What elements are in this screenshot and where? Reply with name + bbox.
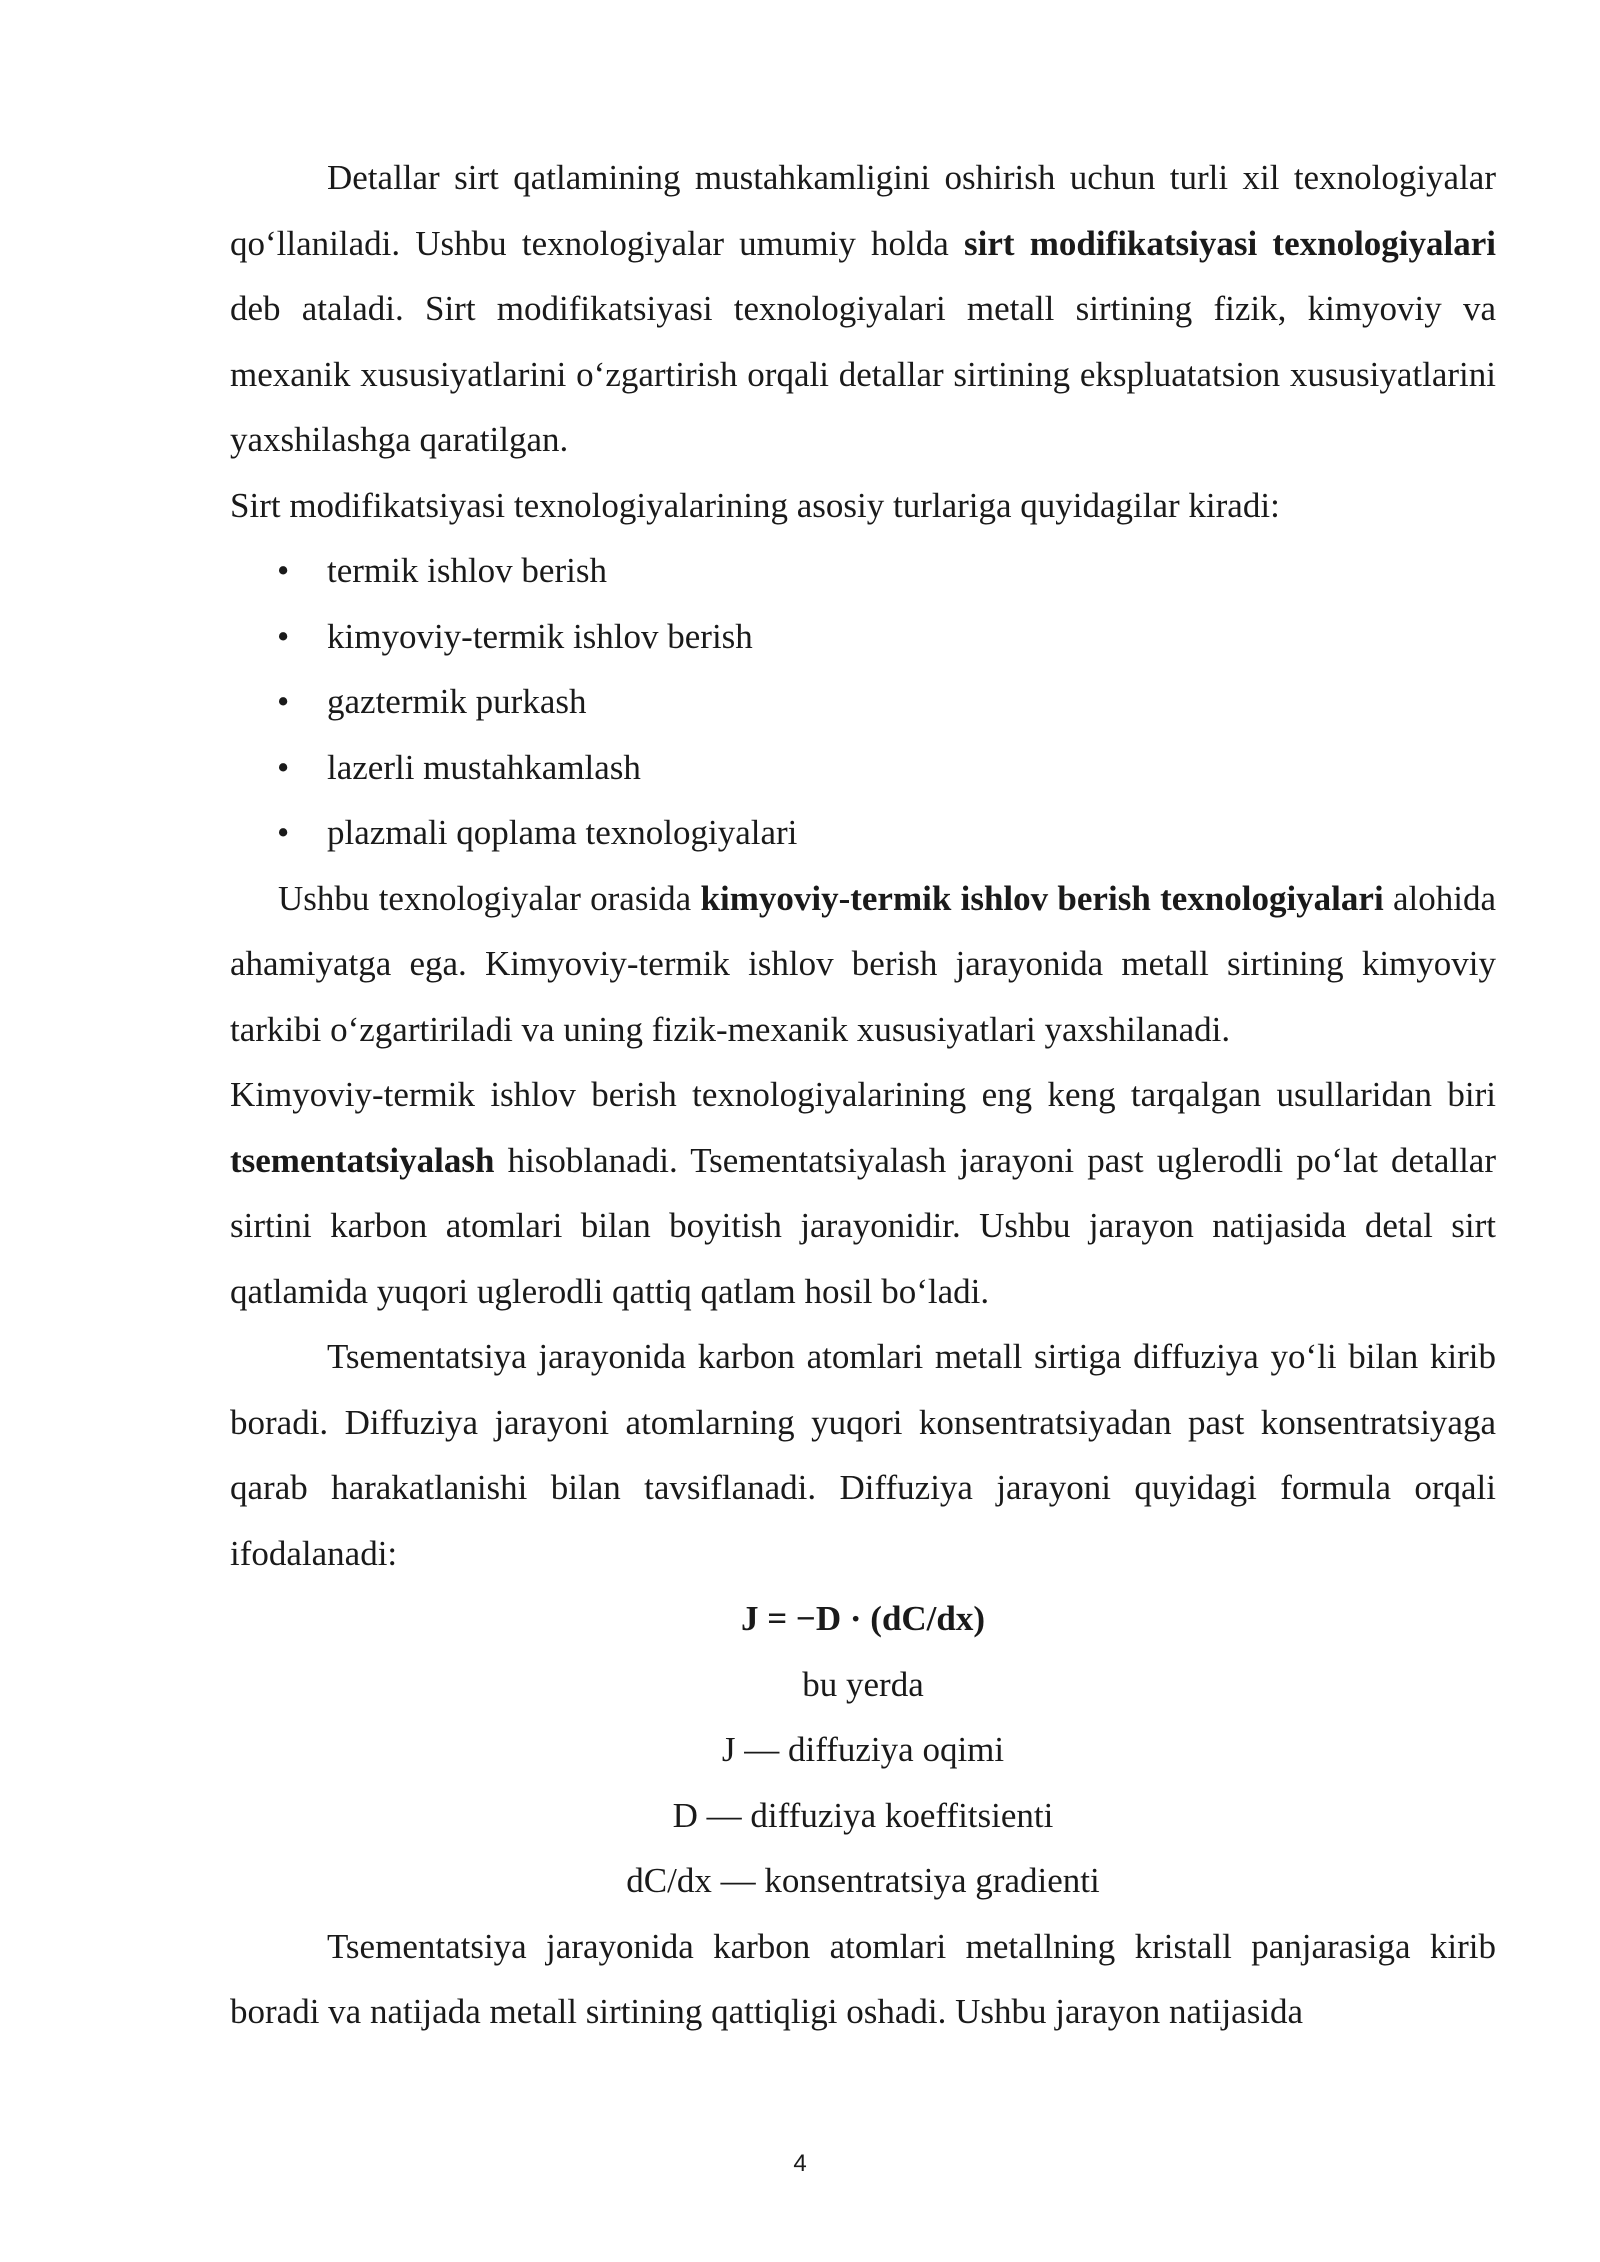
paragraph-intro: [230, 145, 1496, 473]
paragraph-list-intro: Sirt modifikatsiyasi texnologiyalarining asosiy turlariga quyidagilar kiradi:: [230, 485, 1280, 525]
paragraph-cementation-bold-term: tsementatsiyalash: [230, 1140, 495, 1180]
paragraph-intro-bold-term: sirt modifikatsiyasi texnologiyalari: [963, 223, 1496, 263]
paragraph-crystal-lattice: Tsementatsiya jarayonida karbon atomlari metallning kristall panjarasiga kirib boradi va natijada metall sirtining qattiqligi oshadi. Ushbu jarayon natijasida: [230, 1926, 1496, 2031]
paragraph-cementation: [230, 1062, 1496, 1324]
paragraph-intro-text-1: Detallar sirt qatlamining mustahkamligini oshirish uchun turli xil texnologiyalar qo‘llaniladi. Ushbu texnologiyalar umumiy holda: [230, 158, 1496, 263]
formula-definition: D — diffuziya koeffitsienti: [672, 1795, 1054, 1835]
paragraph-chemical-thermal-bold-term: kimyoviy-termik ishlov berish texnologiyalari: [700, 878, 1384, 918]
diffusion-formula: J = −D · (dC/dx): [740, 1599, 986, 1638]
paragraph-cementation-text-2: hisoblanadi. Tsementatsiyalash jarayoni past uglerodli po‘lat detallar sirtini karbon atomlari bilan boyitish jarayonidir. Ushbu jarayon natijasida detal sirt qatlamida yuqori uglerodli qattiq qatlam hosil bo‘ladi.: [230, 1140, 1496, 1311]
list-item-text: termik ishlov berish: [327, 551, 607, 590]
paragraph-chemical-thermal-text-2: alohida ahamiyatga ega. Kimyoviy-termik ishlov berish jarayonida metall sirtining kimyoviy tarkibi o‘zgartiriladi va uning fizik-mexanik xususiyatlari yaxshilanadi.: [230, 878, 1496, 1049]
bullet-icon: •: [277, 551, 290, 590]
bullet-icon: •: [277, 682, 290, 721]
list-item: [230, 735, 1496, 801]
list-item-text: kimyoviy-termik ishlov berish: [327, 616, 753, 656]
bullet-icon: •: [277, 616, 290, 656]
paragraph-diffusion: Tsementatsiya jarayonida karbon atomlari metall sirtiga diffuziya yo‘li bilan kirib boradi. Diffuziya jarayoni atomlarning yuqori konsentratsiyadan past konsentratsiyaga qarab harakatlanishi bilan tavsiflanadi. Diffuziya jarayoni quyidagi formula orqali ifodalanadi:: [230, 1337, 1496, 1573]
technology-list: [230, 538, 1496, 866]
list-item: [230, 538, 1496, 604]
list-item-text: plazmali qoplama texnologiyalari: [327, 813, 798, 852]
formula-definition: J — diffuziya oqimi: [721, 1730, 1005, 1769]
list-item: [230, 669, 1496, 735]
paragraph-intro-text-2: deb ataladi. Sirt modifikatsiyasi texnologiyalari metall sirtining fizik, kimyoviy va mexanik xususiyatlarini o‘zgartirish orqali detallar sirtining ekspluatatsion xususiyatlarini yaxshilashga qaratilgan.: [230, 289, 1496, 459]
page-number: 4: [793, 2150, 807, 2177]
paragraph-cementation-text-1: Kimyoviy-termik ishlov berish texnologiyalarining eng keng tarqalgan usullaridan biri: [230, 1075, 1496, 1114]
list-item-text: lazerli mustahkamlash: [327, 747, 641, 787]
formula-definition: dC/dx — konsentratsiya gradienti: [626, 1861, 1100, 1900]
bullet-icon: •: [277, 813, 290, 852]
document-body: [230, 145, 1496, 2045]
list-item: [230, 604, 1496, 670]
bullet-icon: •: [277, 747, 290, 787]
list-item: [230, 800, 1496, 866]
formula-where-label: bu yerda: [802, 1664, 924, 1704]
list-item-text: gaztermik purkash: [327, 682, 587, 721]
paragraph-chemical-thermal: [230, 866, 1496, 1063]
paragraph-chemical-thermal-text-1: Ushbu texnologiyalar orasida: [278, 878, 701, 918]
